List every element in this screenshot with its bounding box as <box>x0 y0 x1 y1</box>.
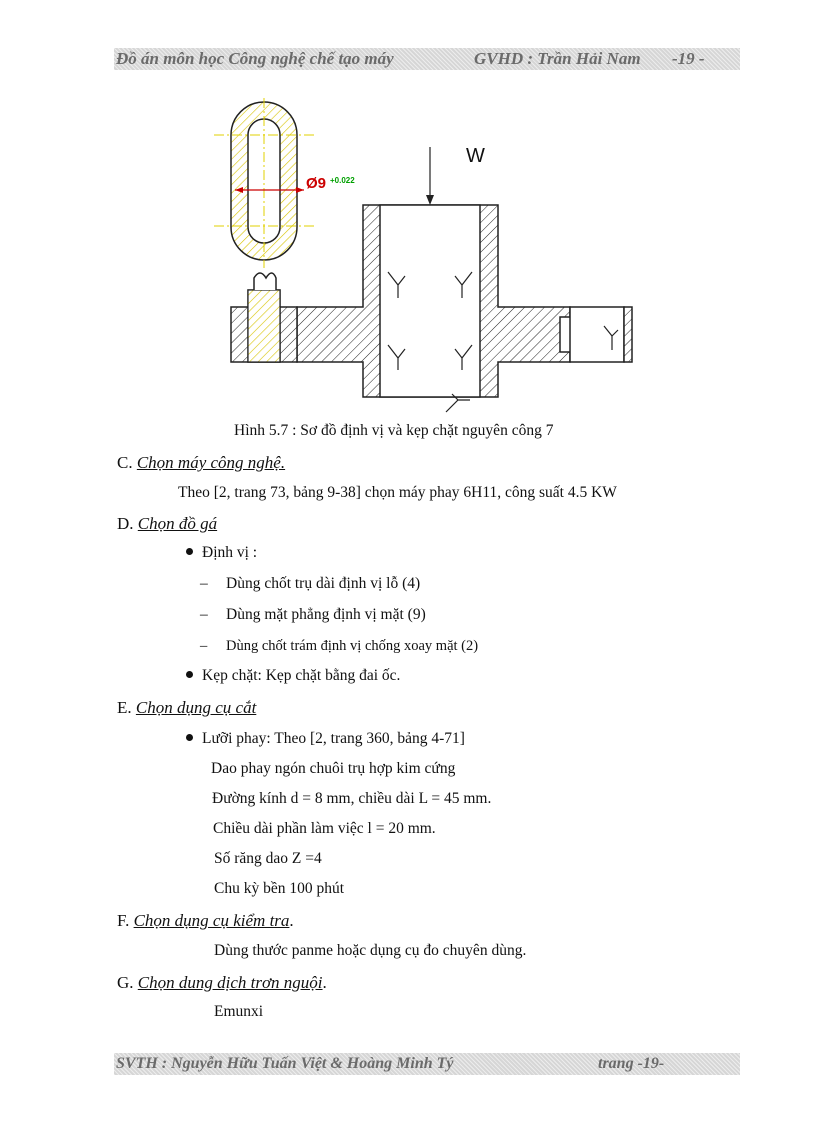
document-title: Đồ án môn học Công nghệ chế tạo máy <box>116 49 394 68</box>
page-header <box>114 48 740 70</box>
cutter-line-2: Đường kính d = 8 mm, chiều dài L = 45 mm. <box>212 790 492 807</box>
force-label: W <box>466 145 485 167</box>
header-page-number: -19 - <box>672 49 705 68</box>
footer-page-number: trang -19- <box>598 1055 665 1072</box>
locating-bullet: Định vị : <box>186 544 257 562</box>
section-c-heading: C. Chọn máy công nghệ. <box>117 453 286 472</box>
slot-detail <box>214 98 314 268</box>
cutter-line-4: Số răng dao Z =4 <box>214 850 322 867</box>
section-f-body: Dùng thước panme hoặc dụng cụ đo chuyên dùng. <box>214 942 527 959</box>
page-footer <box>114 1053 740 1075</box>
advisor-name: GVHD : Trần Hải Nam <box>474 49 641 68</box>
locating-item-2: – Dùng mặt phẳng định vị mặt (9) <box>200 606 426 623</box>
section-e-heading: E. Chọn dụng cụ cắt <box>117 698 257 717</box>
tolerance-label: +0.022 <box>330 176 355 185</box>
bullet-icon <box>186 671 193 678</box>
cutter-line-1: Dao phay ngón chuôi trụ hợp kim cứng <box>211 760 456 777</box>
locating-item-3: – Dùng chốt trám định vị chống xoay mặt (2) <box>200 638 479 654</box>
cutter-line-5: Chu kỳ bền 100 phút <box>214 880 345 897</box>
figure-caption: Hình 5.7 : Sơ đồ định vị và kẹp chặt nguyên công 7 <box>234 422 554 439</box>
section-g-body: Emunxi <box>214 1003 264 1020</box>
bullet-icon <box>186 548 193 555</box>
force-arrow-icon <box>426 195 434 205</box>
bullet-icon <box>186 734 193 741</box>
dimension-label: Ø9 <box>306 175 327 192</box>
cutter-bullet: Lưỡi phay: Theo [2, trang 360, bảng 4-71] <box>186 730 465 748</box>
section-c-body: Theo [2, trang 73, bảng 9-38] chọn máy phay 6H11, công suất 4.5 KW <box>178 484 617 501</box>
cutter-line-3: Chiều dài phần làm việc l = 20 mm. <box>213 820 436 837</box>
section-f-heading: F. Chọn dụng cụ kiểm tra. <box>117 911 294 930</box>
fixture-diagram <box>200 93 650 413</box>
section-g-heading: G. Chọn dung dịch trơn nguội. <box>117 973 327 992</box>
section-d-heading: D. Chọn đồ gá <box>117 514 218 533</box>
locating-item-1: – Dùng chốt trụ dài định vị lỗ (4) <box>200 575 421 592</box>
clamping-bullet: Kẹp chặt: Kẹp chặt bằng đai ốc. <box>186 667 400 685</box>
student-names: SVTH : Nguyễn Hữu Tuấn Việt & Hoàng Minh Tý <box>116 1055 454 1072</box>
